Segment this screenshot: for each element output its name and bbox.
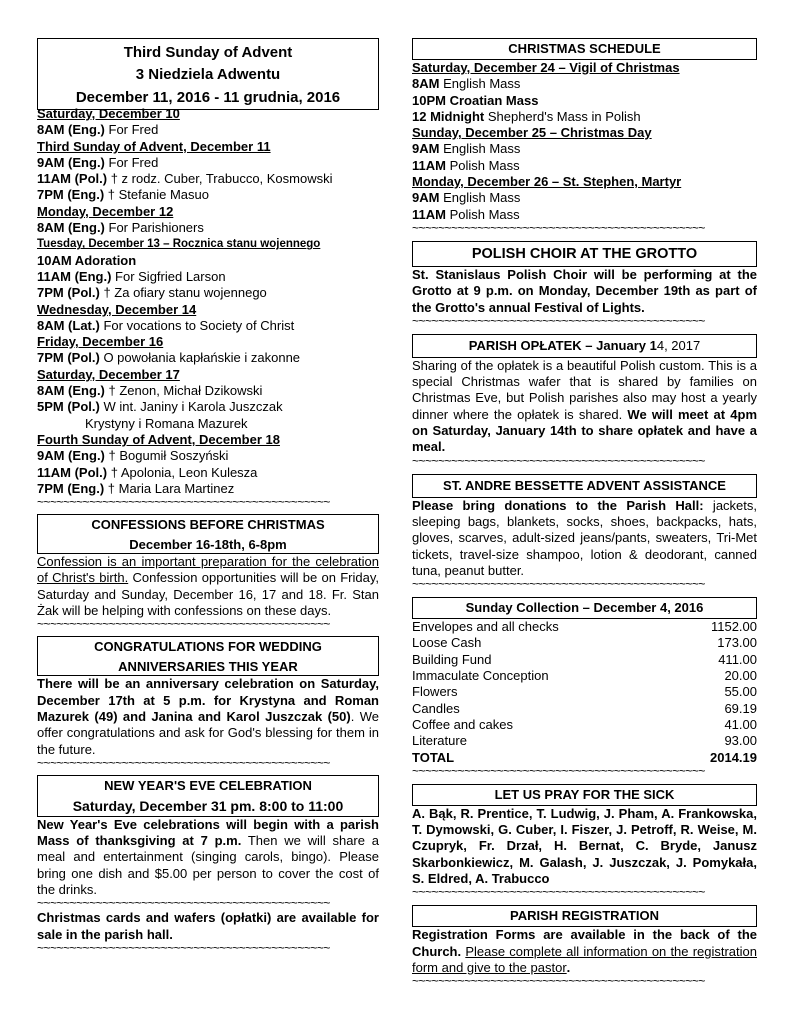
newyear-bold: New Year's Eve celebrations will begin with a parish Mass of thanksgiving at 7 p.m. (37, 816, 379, 849)
anniversaries-title2: ANNIVERSARIES THIS YEAR (118, 659, 298, 675)
choir-text: St. Stanislaus Polish Choir will be performing at the Grotto at 9 p.m. on Monday, December 19th as part of the Grotto's annual Festival of Lights. (412, 266, 757, 315)
sick-header (412, 784, 757, 806)
divider: ~~~~~~~~~~~~~~~~~~~~~~~~~~~~~~~~~~~~~~~~~~~~~ (412, 315, 705, 328)
registration-header (412, 905, 757, 927)
mass-time: 11AM (412, 157, 446, 173)
collection-total-row (412, 750, 757, 766)
sick-title: LET US PRAY FOR THE SICK (494, 786, 675, 802)
newyear-body: Then we will share a meal and entertainment (singing carols, bingo). Please bring one dish and $5.00 per person to cover the cost of the drinks. (37, 833, 379, 897)
anniversaries-header (37, 636, 379, 676)
day-heading: Third Sunday of Advent, December 11 (37, 138, 271, 154)
divider: ~~~~~~~~~~~~~~~~~~~~~~~~~~~~~~~~~~~~~~~~~~~~~ (412, 976, 705, 989)
mass-time: 8AM (Lat.) (37, 317, 100, 333)
collection-label: Flowers (412, 684, 458, 700)
mass-entry (37, 155, 379, 171)
mass-entry (412, 158, 757, 174)
collection-row (412, 717, 757, 733)
right-column (412, 0, 757, 988)
divider: ~~~~~~~~~~~~~~~~~~~~~~~~~~~~~~~~~~~~~~~~~~~~~ (412, 765, 705, 778)
mass-entry (37, 171, 379, 187)
bessette-title: ST. ANDRE BESSETTE ADVENT ASSISTANCE (443, 477, 726, 493)
registration-text (412, 927, 757, 976)
divider: ~~~~~~~~~~~~~~~~~~~~~~~~~~~~~~~~~~~~~~~~~~~~~ (37, 942, 330, 955)
mass-entry (37, 285, 379, 301)
mass-entry (412, 141, 757, 157)
mass-time: 11AM (Eng.) (37, 268, 112, 284)
mass-intention: For Fred (104, 122, 159, 138)
collection-amount: 55.00 (724, 684, 757, 700)
collection-row (412, 733, 757, 749)
mass-intention: † Za ofiary stanu wojennego (99, 285, 267, 301)
mass-entry (37, 481, 379, 497)
divider: ~~~~~~~~~~~~~~~~~~~~~~~~~~~~~~~~~~~~~~~~~~~~~ (412, 579, 705, 592)
mass-entry (412, 190, 757, 206)
day-heading: Wednesday, December 14 (37, 301, 197, 317)
mass-time: 11AM (Pol.) (37, 171, 108, 187)
day-heading: Saturday, December 17 (37, 366, 180, 382)
oplatek-bold: We will meet at 4pm on Saturday, January 14th to share opłatek and have a meal. (412, 406, 757, 455)
confessions-title: CONFESSIONS BEFORE CHRISTMAS (91, 517, 325, 533)
mass-time: 5PM (Pol.) (37, 399, 100, 415)
day-heading: Fourth Sunday of Advent, December 18 (37, 431, 280, 447)
mass-schedule (37, 106, 379, 497)
mass-entry (37, 253, 379, 269)
header-title: Third Sunday of Advent (123, 44, 293, 61)
sick-text: A. Bąk, R. Prentice, T. Ludwig, J. Pham, A. Frankowska, T. Dymowski, G. Cuber, I. Fiszer, J. Petroff, R. Weise, M. Czupryk, Fr. Drzał, H. Bernat, C. Bryde, Janusz Skarbonkiewicz, M. Galash, J. Juszczak, J. Pomykała, S. Eldred, A. Trabucco (412, 805, 757, 886)
confessions-text (37, 554, 379, 619)
mass-time: 9AM (Eng.) (37, 154, 105, 170)
mass-intention: † Bogumił Soszyński (104, 448, 229, 464)
mass-intention: W int. Janiny i Karola Juszczak (99, 399, 283, 415)
collection-label: Immaculate Conception (412, 668, 549, 684)
bessette-text (412, 498, 757, 579)
mass-entry (37, 269, 379, 285)
collection-amount: 1152.00 (710, 619, 757, 635)
collection-row (412, 701, 757, 717)
collection-amount: 20.00 (724, 668, 757, 684)
collection-label: Envelopes and all checks (412, 619, 559, 635)
divider: ~~~~~~~~~~~~~~~~~~~~~~~~~~~~~~~~~~~~~~~~~~~~~ (37, 497, 330, 510)
collection-total-label: TOTAL (412, 749, 455, 765)
mass-intention: † Maria Lara Martinez (104, 480, 235, 496)
mass-entry (412, 93, 757, 109)
collection-row (412, 652, 757, 668)
mass-time: 10PM Croatian Mass (412, 92, 539, 108)
header-box (37, 38, 379, 110)
oplatek-header (412, 334, 757, 358)
christmas-schedule (412, 60, 757, 223)
divider: ~~~~~~~~~~~~~~~~~~~~~~~~~~~~~~~~~~~~~~~~~~~~~ (412, 887, 705, 900)
day-heading: Monday, December 26 – St. Stephen, Martyr (412, 174, 682, 190)
header-subtitle: 3 Niedziela Adwentu (135, 66, 281, 83)
mass-entry (37, 187, 379, 203)
mass-intention: O powołania kapłańskie i zakonne (99, 350, 301, 366)
mass-time: 9AM (412, 141, 440, 157)
mass-intention-continued: Krystyny i Romana Mazurek (85, 415, 248, 431)
mass-time: 9AM (Eng.) (37, 448, 105, 464)
mass-intention: † z rodz. Cuber, Trabucco, Kosmowski (107, 171, 333, 187)
collection-amount: 69.19 (724, 700, 757, 716)
registration-end: . (566, 959, 571, 975)
mass-intention: Shepherd's Mass in Polish (484, 108, 641, 124)
collection-label: Loose Cash (412, 635, 482, 651)
collection-row (412, 668, 757, 684)
collection-label: Building Fund (412, 651, 492, 667)
day-heading: Monday, December 12 (37, 203, 174, 219)
mass-time: 8AM (Eng.) (37, 122, 105, 138)
bessette-body: jackets, sleeping bags, blankets, socks, shoes, backpacks, hats, gloves, scarves, adult-sized jeans/pants, sweaters, Tri-Met tickets, travel-size shampoo, lotion & deodorant, canned tuna, peanut butter. (412, 497, 757, 578)
mass-time: 7PM (Pol.) (37, 350, 100, 366)
day-heading: Saturday, December 24 – Vigil of Christmas (412, 60, 680, 75)
mass-time: 9AM (412, 190, 440, 206)
choir-header (412, 241, 757, 267)
bessette-header (412, 474, 757, 498)
mass-time: 8AM (Eng.) (37, 220, 105, 236)
mass-entry (412, 207, 757, 223)
divider: ~~~~~~~~~~~~~~~~~~~~~~~~~~~~~~~~~~~~~~~~~~~~~ (37, 898, 330, 911)
cards-text: Christmas cards and wafers (opłatki) are available for sale in the parish hall. (37, 910, 379, 942)
newyear-time: Saturday, December 31 pm. 8:00 to 11:00 (72, 797, 344, 814)
mass-entry (37, 220, 379, 236)
collection-row (412, 635, 757, 651)
divider: ~~~~~~~~~~~~~~~~~~~~~~~~~~~~~~~~~~~~~~~~~~~~~ (412, 222, 705, 235)
collection-amount: 173.00 (717, 635, 757, 651)
collection-row (412, 684, 757, 700)
mass-intention: For Fred (104, 154, 159, 170)
collection-label: Candles (412, 700, 460, 716)
mass-entry (37, 350, 379, 366)
oplatek-title-year: 4, 2017 (656, 337, 701, 353)
mass-entry (37, 448, 379, 464)
choir-title: POLISH CHOIR AT THE GROTTO (471, 245, 698, 262)
collection-total-amount: 2014.19 (710, 749, 757, 765)
mass-intention: English Mass (439, 141, 521, 157)
confessions-header (37, 514, 379, 554)
divider: ~~~~~~~~~~~~~~~~~~~~~~~~~~~~~~~~~~~~~~~~~~~~~ (37, 619, 330, 632)
oplatek-text (412, 358, 757, 456)
collection-amount: 41.00 (724, 716, 757, 732)
mass-intention: † Apolonia, Leon Kulesza (107, 464, 258, 480)
mass-entry (412, 109, 757, 125)
mass-intention: † Stefanie Masuo (104, 187, 209, 203)
mass-intention: For Parishioners (104, 220, 204, 236)
anniversaries-bold: There will be an anniversary celebration on Saturday, December 17th at 5 p.m. for Krystyna and Roman Mazurek (49) and Janina and Karol Juszczak (50) (37, 676, 379, 724)
divider: ~~~~~~~~~~~~~~~~~~~~~~~~~~~~~~~~~~~~~~~~~~~~~ (37, 757, 330, 770)
mass-time: 11AM (412, 206, 446, 222)
mass-time: 8AM (412, 76, 440, 92)
anniversaries-body: . We offer congratulations and ask for God's blessing for them in the future. (37, 708, 379, 757)
mass-entry (37, 383, 379, 399)
header-date: December 11, 2016 - 11 grudnia, 2016 (75, 89, 341, 106)
mass-time: 11AM (Pol.) (37, 464, 108, 480)
collection-header (412, 597, 757, 619)
mass-time: 7PM (Eng.) (37, 480, 105, 496)
anniversaries-title1: CONGRATULATIONS FOR WEDDING (94, 639, 322, 655)
newyear-text (37, 817, 379, 898)
confessions-intro: Confession is an important preparation for the celebration of Christ's birth. (37, 554, 379, 586)
collection-amount: 411.00 (718, 651, 757, 667)
mass-entry (37, 399, 379, 415)
mass-time: 7PM (Pol.) (37, 285, 100, 301)
mass-intention: English Mass (439, 190, 521, 206)
registration-bold: Registration Forms are available in the back of the Church. (412, 927, 757, 959)
mass-intention: For vocations to Society of Christ (99, 317, 295, 333)
mass-entry (412, 76, 757, 92)
christmas-title: CHRISTMAS SCHEDULE (508, 41, 661, 56)
confessions-body: Confession opportunities will be on Friday, Saturday and Sunday, December 16, 17 and 18. Fr. Stan Żak will be helping with confessions on these days. (37, 570, 379, 619)
day-heading: Friday, December 16 (37, 334, 164, 350)
newyear-title: NEW YEAR'S EVE CELEBRATION (104, 777, 312, 793)
mass-time: 8AM (Eng.) (37, 383, 105, 399)
mass-entry (37, 318, 379, 334)
mass-intention: For Sigfried Larson (111, 268, 226, 284)
confessions-dates: December 16-18th, 6-8pm (129, 537, 287, 553)
collection-table (412, 619, 757, 749)
collection-title: Sunday Collection – December 4, 2016 (465, 600, 704, 616)
anniversaries-text (37, 676, 379, 757)
newyear-header (37, 775, 379, 817)
collection-label: Literature (412, 733, 467, 749)
mass-entry (37, 465, 379, 481)
mass-intention: † Zenon, Michał Dzikowski (104, 383, 263, 399)
mass-intention: English Mass (439, 76, 521, 92)
day-heading: Sunday, December 25 – Christmas Day (412, 125, 652, 141)
registration-instructions: Please complete all information on the registration form and give to the pastor (412, 943, 757, 975)
divider: ~~~~~~~~~~~~~~~~~~~~~~~~~~~~~~~~~~~~~~~~~~~~~ (412, 455, 705, 468)
day-heading: Tuesday, December 13 – Rocznica stanu wojennego (37, 238, 321, 251)
mass-time: 7PM (Eng.) (37, 187, 105, 203)
oplatek-title: PARISH OPŁATEK – January 1 (468, 337, 657, 353)
oplatek-body: Sharing of the opłatek is a beautiful Polish custom. This is a special Christmas wafer that is shared by families on Christmas Eve, but Polish parishes also may host a yearly dinner where the opłatek is shared. (412, 357, 757, 422)
mass-time: 12 Midnight (412, 108, 485, 124)
mass-entry (37, 122, 379, 138)
registration-title: PARISH REGISTRATION (509, 908, 660, 924)
mass-intention: Polish Mass (445, 157, 520, 173)
christmas-header (412, 38, 757, 60)
collection-label: Coffee and cakes (412, 716, 513, 732)
collection-row (412, 619, 757, 635)
collection-amount: 93.00 (724, 733, 757, 749)
mass-time: 10AM Adoration (37, 252, 137, 268)
bessette-bold: Please bring donations to the Parish Hall: (412, 497, 704, 513)
left-column (37, 0, 379, 955)
mass-intention: Polish Mass (445, 206, 520, 222)
day-heading: Saturday, December 10 (37, 106, 180, 121)
